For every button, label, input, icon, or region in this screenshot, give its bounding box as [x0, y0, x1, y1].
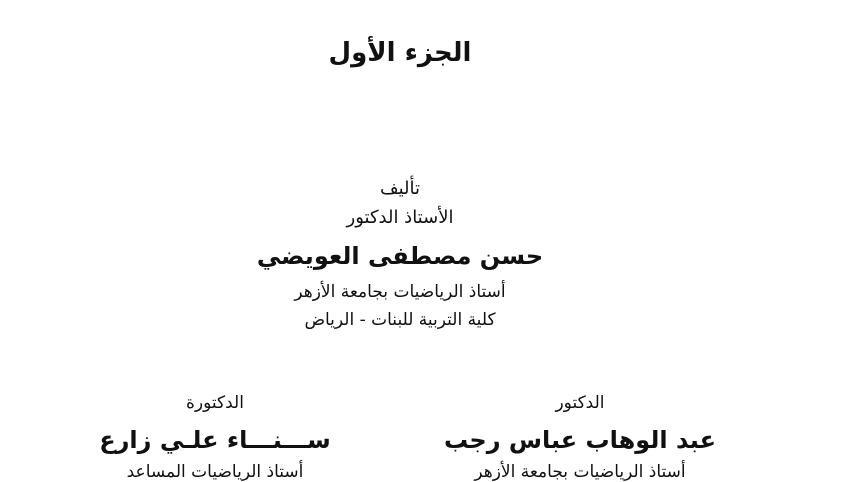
main-author-name: حسن مصطفى العويضي — [256, 242, 544, 270]
main-author-position: أستاذ الرياضيات بجامعة الأزهر — [294, 282, 506, 302]
co-author-1-position: أستاذ الرياضيات بجامعة الأزهر — [474, 462, 686, 482]
part-title: الجزء الأول — [328, 38, 472, 68]
co-author-1-name: عبد الوهاب عباس رجب — [443, 426, 716, 454]
co-author-1-prefix: الدكتور — [555, 393, 605, 413]
main-author-prefix: الأستاذ الدكتور — [346, 207, 454, 228]
authored-by-label: تأليف — [379, 178, 421, 199]
main-author-college: كلية التربية للبنات - الرياض — [304, 310, 496, 330]
co-author-2-position: أستاذ الرياضيات المساعد — [126, 462, 304, 482]
co-author-2-prefix: الدكتورة — [186, 393, 244, 413]
co-author-2-name: ســـنـــاء علـي زارع — [99, 426, 331, 454]
